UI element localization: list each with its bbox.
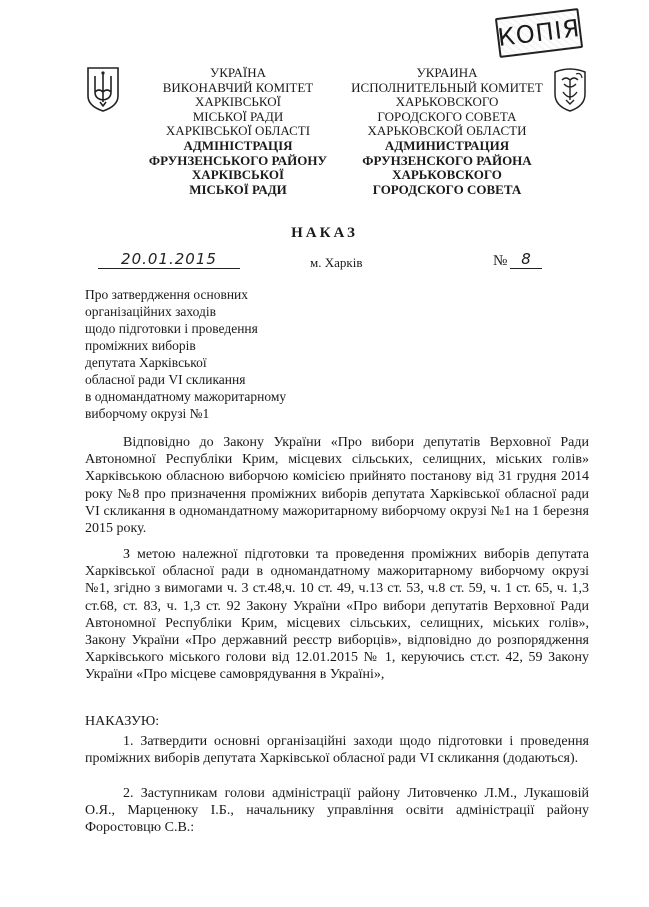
- header-right: [330, 66, 564, 197]
- subject-line: організаційних заходів: [85, 304, 217, 319]
- paragraph-legal-basis: Відповідно до Закону України «Про вибори депутатів Верховної Ради Автономної Республіки Крим, місцевих сільських, селищних, міських голів» Харківською обласною виборчою комісією прийнято постанову від 31 грудня 2014 року №8 про призначення проміжних виборів депутата Харківської обласної ради VI скликання в одномандатному мажоритарному виборчому окрузі №1 на 1 березня 2015 року.: [85, 435, 589, 537]
- header-right-city2: ХАРЬКОВСКОГО: [392, 167, 502, 183]
- subject-line: депутата Харківської: [85, 355, 207, 370]
- order-word: НАКАЗУЮ:: [85, 714, 160, 729]
- header-left-oblast: ХАРКІВСЬКОЇ ОБЛАСТІ: [165, 123, 311, 139]
- header-left-city2: ХАРКІВСЬКОЇ: [191, 167, 285, 183]
- document-city: м. Харків: [310, 255, 363, 270]
- order-item-2: 2. Заступникам голови адміністрації району Литовченко Л.М., Лукашовій О.Я., Марценюку І.Б., начальнику управління освіти адміністрації району Форостовцю С.В.:: [85, 786, 589, 836]
- ukraine-trident-emblem: [86, 66, 120, 112]
- header-left-council2: МІСЬКОЇ РАДИ: [189, 181, 287, 197]
- document-date: 20.01.2015: [98, 250, 240, 269]
- subject-line: виборчому окрузі №1: [85, 406, 210, 421]
- document-title: НАКАЗ: [291, 225, 358, 241]
- paragraph-purpose: З метою належної підготовки та проведення проміжних виборів депутата Харківської обласної ради в одномандатному мажоритарному виборчому окрузі №1, згідно з вимогами ч. 3 ст.48,ч. 10 ст. 49, ч.13 ст. 53, ч.8 ст. 59, ч. 1 ст. 65, ч. 1,3 ст.68, ст. 83, ч. 1,3 ст. 92 Закону України «Про вибори депутатів Верховної Ради Автономної Республіки Крим, місцевих сільських, селищних, міських голів», Закону України «Про державний реєстр виборців», відповідно до розпорядження Харківського міського голови від 12.01.2015 № 1, керуючись ст.ст. 42, 59 Закону України «Про місцеве самоврядування в Україні»,: [85, 547, 589, 683]
- subject-line: обласної ради VI скликання: [85, 372, 246, 387]
- subject-line: Про затвердження основних: [85, 287, 249, 302]
- header-right-country: УКРАИНА: [416, 65, 478, 80]
- document-number-label: №: [493, 253, 508, 269]
- subject-line: в одномандатному мажоритарному: [85, 389, 287, 404]
- header-left-council: МІСЬКОЇ РАДИ: [192, 108, 284, 124]
- header-left-district: ФРУНЗЕНСЬКОГО РАЙОНУ: [148, 152, 328, 168]
- copy-stamp: КОПІЯ: [495, 8, 583, 58]
- header-left-committee: ВИКОНАВЧИЙ КОМІТЕТ: [162, 79, 314, 95]
- header-right-district: ФРУНЗЕНСКОГО РАЙОНА: [362, 152, 532, 168]
- header-left-city: ХАРКІВСЬКОЇ: [195, 94, 281, 110]
- subject-line: щодо підготовки і проведення: [85, 321, 258, 336]
- header-right-council2: ГОРОДСКОГО СОВЕТА: [372, 181, 522, 197]
- order-item-1: 1. Затвердити основні організаційні заходи щодо підготовки і проведення проміжних виборів депутата Харківської обласної ради VI скликання (додаються).: [85, 734, 589, 767]
- subject-line: проміжних виборів: [85, 338, 196, 353]
- header-left-country: УКРАЇНА: [210, 65, 266, 80]
- header-left-admin: АДМІНІСТРАЦІЯ: [183, 137, 293, 153]
- header-right-committee: ИСПОЛНИТЕЛЬНЫЙ КОМИТЕТ: [351, 79, 543, 95]
- header-right-admin: АДМИНИСТРАЦИЯ: [384, 137, 510, 153]
- header-left: [122, 66, 354, 197]
- header-right-oblast: ХАРЬКОВСКОЙ ОБЛАСТИ: [367, 123, 527, 139]
- header-right-council: ГОРОДСКОГО СОВЕТА: [377, 108, 517, 124]
- document-number: 8: [510, 250, 542, 269]
- order-subject: [85, 286, 345, 422]
- header-right-city: ХАРЬКОВСКОГО: [395, 94, 499, 110]
